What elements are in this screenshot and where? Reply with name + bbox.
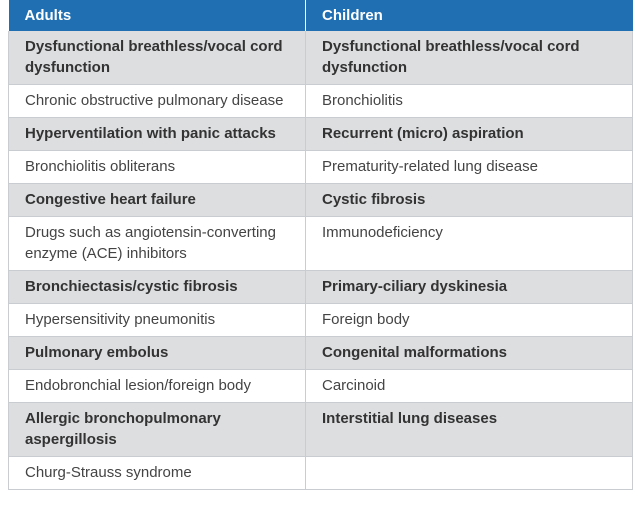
table-row bbox=[9, 85, 633, 118]
adults-cell: Pulmonary embolus bbox=[9, 337, 306, 370]
children-cell: Bronchiolitis bbox=[306, 85, 633, 118]
table-row bbox=[9, 118, 633, 151]
children-cell: Interstitial lung diseases bbox=[306, 403, 633, 457]
table-row bbox=[9, 31, 633, 85]
table-header bbox=[9, 0, 633, 31]
table-row bbox=[9, 403, 633, 457]
adults-cell: Hyperventilation with panic attacks bbox=[9, 118, 306, 151]
children-cell: Prematurity-related lung disease bbox=[306, 151, 633, 184]
table-row bbox=[9, 370, 633, 403]
adults-cell: Dysfunctional breathless/vocal cord dysfunction bbox=[9, 31, 306, 85]
table-row bbox=[9, 304, 633, 337]
children-cell: Foreign body bbox=[306, 304, 633, 337]
adults-cell: Allergic bronchopulmonary aspergillosis bbox=[9, 403, 306, 457]
adults-cell: Churg-Strauss syndrome bbox=[9, 457, 306, 490]
table-row bbox=[9, 271, 633, 304]
children-cell: Carcinoid bbox=[306, 370, 633, 403]
children-cell: Primary-ciliary dyskinesia bbox=[306, 271, 633, 304]
adults-cell: Chronic obstructive pulmonary disease bbox=[9, 85, 306, 118]
table-row bbox=[9, 151, 633, 184]
header-row bbox=[9, 0, 633, 31]
table-row bbox=[9, 184, 633, 217]
adults-cell: Bronchiectasis/cystic fibrosis bbox=[9, 271, 306, 304]
children-cell: Immunodeficiency bbox=[306, 217, 633, 271]
table-row bbox=[9, 337, 633, 370]
column-header-adults: Adults bbox=[9, 0, 306, 31]
adults-cell: Congestive heart failure bbox=[9, 184, 306, 217]
table-body bbox=[9, 31, 633, 490]
differential-diagnosis-table bbox=[8, 0, 633, 490]
children-cell: Cystic fibrosis bbox=[306, 184, 633, 217]
children-cell: Recurrent (micro) aspiration bbox=[306, 118, 633, 151]
column-header-children: Children bbox=[306, 0, 633, 31]
adults-cell: Drugs such as angiotensin-converting enzyme (ACE) inhibitors bbox=[9, 217, 306, 271]
adults-cell: Bronchiolitis obliterans bbox=[9, 151, 306, 184]
differential-diagnosis-table-container bbox=[8, 0, 632, 490]
children-cell: Congenital malformations bbox=[306, 337, 633, 370]
children-cell: Dysfunctional breathless/vocal cord dysfunction bbox=[306, 31, 633, 85]
table-row bbox=[9, 457, 633, 490]
children-cell bbox=[306, 457, 633, 490]
adults-cell: Hypersensitivity pneumonitis bbox=[9, 304, 306, 337]
adults-cell: Endobronchial lesion/foreign body bbox=[9, 370, 306, 403]
table-row bbox=[9, 217, 633, 271]
